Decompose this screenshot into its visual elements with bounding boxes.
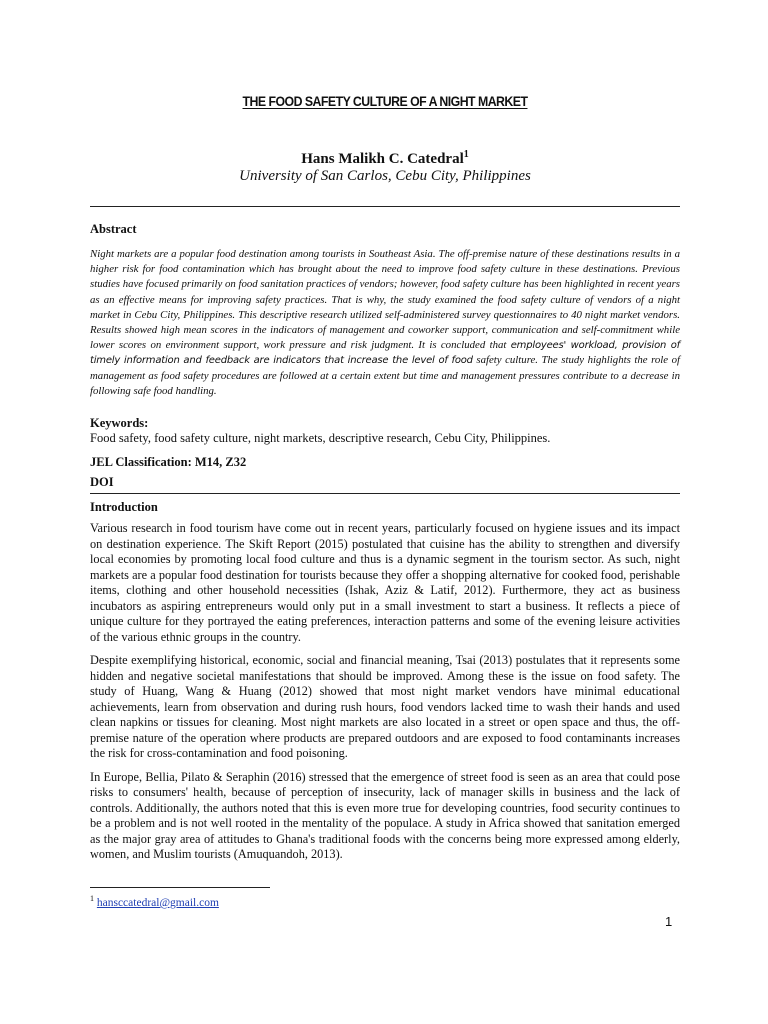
paper-title: THE FOOD SAFETY CULTURE OF A NIGHT MARKET — [242, 93, 528, 109]
abstract-heading: Abstract — [90, 222, 137, 236]
intro-paragraph-3: In Europe, Bellia, Pilato & Seraphin (2016) stressed that the emergence of street food is seen as an area that could pose risks to consumers' health, because of perception of insecurity, lack of manager skills in business and the lack of controls. Additionally, the authors noted that this is even more true for developing countries, food security continues to be a problem and is not well rooted in the mentality of the populace. A study in Africa showed that sanitation emerged as the major gray area of attitudes to Ghana's traditional foods with the concerns being more expressed among elderly, women, and Muslim tourists (Amuquandoh, 2013). — [90, 769, 680, 861]
footnote-marker: 1 — [90, 894, 94, 903]
doi-divider — [90, 493, 680, 494]
page-number: 1 — [665, 914, 673, 929]
keywords-heading: Keywords: — [90, 416, 149, 430]
introduction-body — [90, 521, 680, 871]
doi-label: DOI — [90, 475, 114, 489]
intro-paragraph-1: Various research in food tourism have come out in recent years, particularly focused on hygiene issues and its impact on destination experience. The Skift Report (2015) postulated that cuisine has the ability to strengthen and diversify local economies by promoting local food culture and thus is a dynamic segment in the tourism sector. As such, night markets are a popular food destination for tourists because they offer a shopping alternative for cooked food, perishable items, clothing and other household necessities (Ishak, Aziz & Latif, 2012). Furthermore, they act as business incubators as aspiring entrepreneurs would only put in a small investment to start a business. It reflects a piece of unique culture for they portrayed the eating preferences, interaction patterns and some of the evening leisure activities of the various ethnic groups in the country. — [90, 521, 680, 644]
intro-paragraph-2: Despite exemplifying historical, economic, social and financial meaning, Tsai (2013) postulates that it represents some hidden and negative societal manifestations that should be improved. Among these is the issue on food safety. The study of Huang, Wang & Huang (2012) showed that most night market vendors have minimal educational achievements, learn from observation and during rush hours, food vendors lacked time to wash their hands and used clean napkins or tissues for cleaning. Most night markets are also located in a street or open space and thus, the off-premise nature of the operation where products are prepared outdoors and are exposed to food contaminants increases the risk for cross-contamination and food poisoning. — [90, 653, 680, 760]
author-affiliation: University of San Carlos, Cebu City, Philippines — [239, 168, 531, 184]
abstract-text-part2: employees' workload, provision of timely information and feedback are indicators that increase the level of food — [90, 340, 680, 367]
introduction-heading: Introduction — [90, 500, 158, 514]
abstract-body — [90, 247, 680, 399]
top-divider — [90, 206, 680, 207]
abstract-text-part1: Night markets are a popular food destination among tourists in Southeast Asia. The off-premise nature of these destinations results in a higher risk for food contamination which has brought about the need to improve food safety culture in these destinations. Previous studies have focused primarily on food sanitation practices of vendors; however, food safety culture has been highlighted in recent years as an effective means for improving safety practices. That is why, the study examined the food safety culture of vendors of a night market in Cebu City, Philippines. This descriptive research utilized self-administered survey questionnaires to 40 night market vendors. Results showed high mean scores in the indicators of management and coworker support, communication and self-commitment while lower scores on environment support, work pressure and risk judgment. It is concluded that — [90, 248, 680, 352]
footnote-divider — [90, 887, 270, 888]
jel-classification: JEL Classification: M14, Z32 — [90, 455, 247, 469]
footnote-email-link[interactable]: hansccatedral@gmail.com — [96, 896, 219, 909]
abstract-text-part3: safety culture. The study highlights the role of management as food safety procedures are followed at a certain extent but time and management pressures contribute to a decrease in following safe food handling. — [90, 354, 681, 397]
author-footnote-marker[interactable]: 1 — [463, 149, 469, 160]
author-name — [90, 149, 680, 168]
keywords-text: Food safety, food safety culture, night markets, descriptive research, Cebu City, Philippines. — [90, 431, 551, 445]
author-name-text: Hans Malikh C. Catedral — [301, 151, 464, 167]
footnote — [90, 894, 219, 909]
